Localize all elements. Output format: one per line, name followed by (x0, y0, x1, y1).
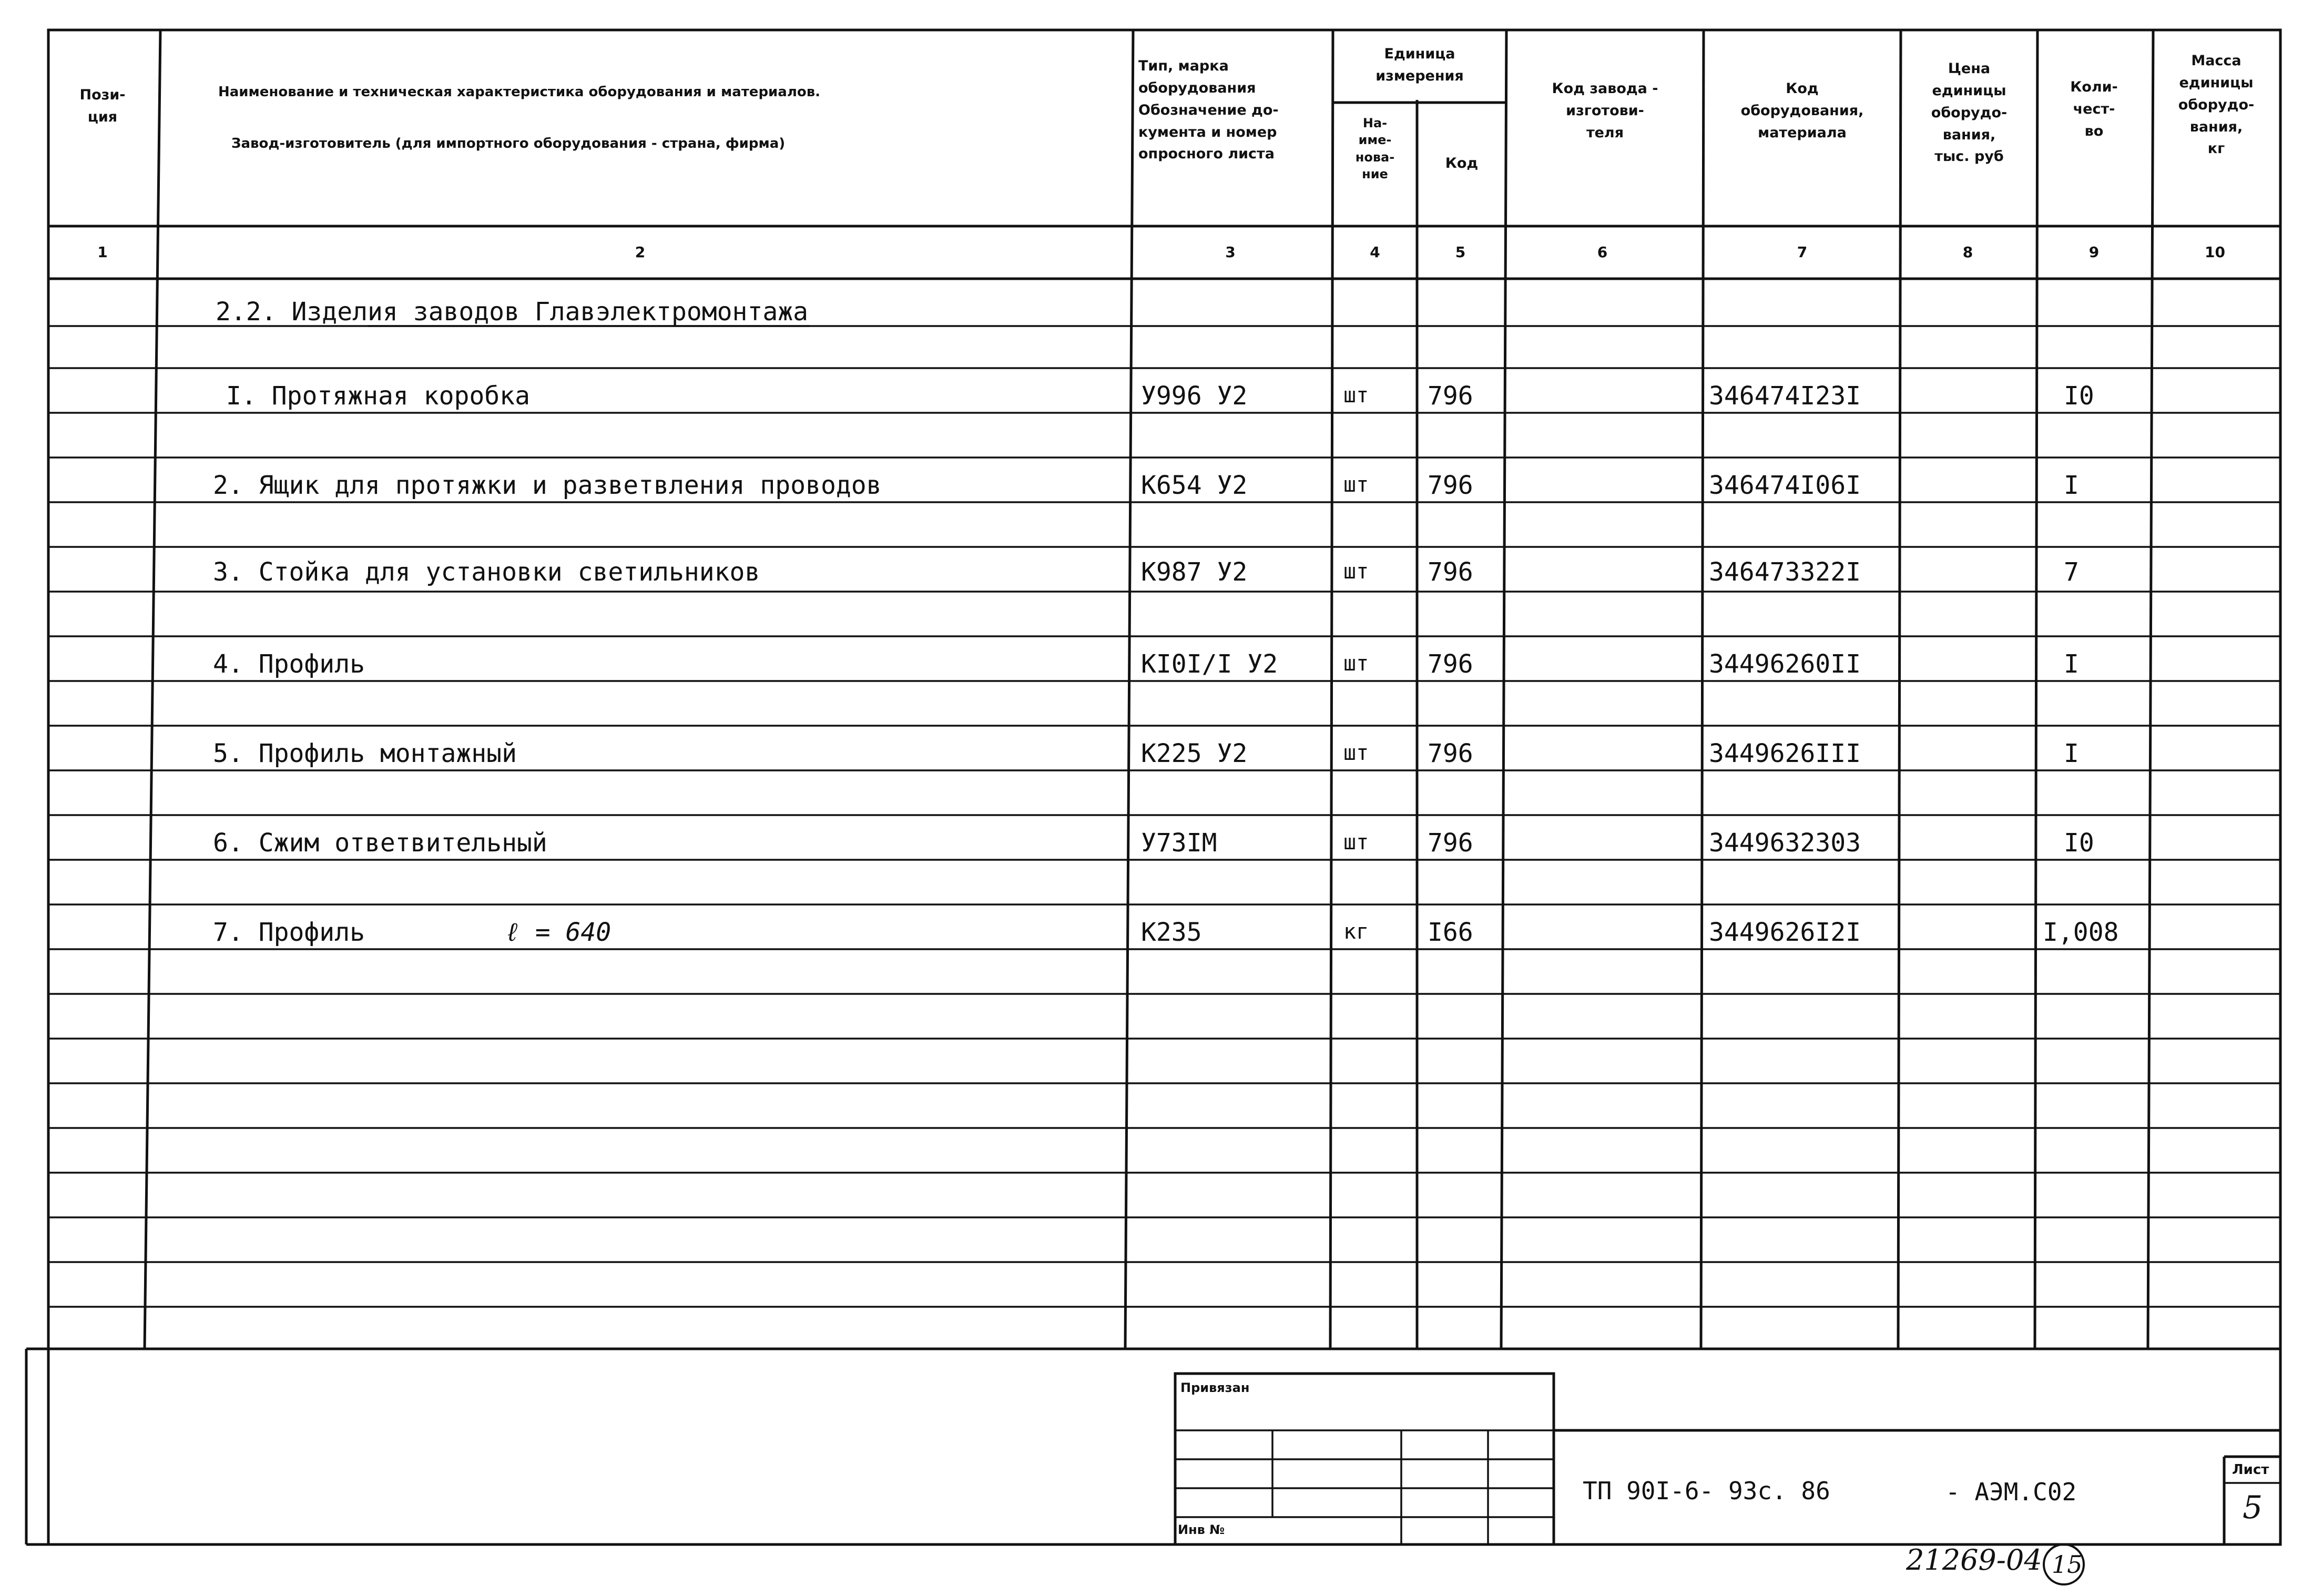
item-quantity: I (2064, 739, 2079, 768)
archive-circle-number: 15 (2052, 1550, 2083, 1579)
item-code: 3449626III (1709, 739, 1861, 768)
col-number-5: 5 (1455, 243, 1466, 261)
header-position: Пози- ция (79, 87, 126, 125)
col-number-10: 10 (2205, 243, 2225, 261)
item-code: 346474I06I (1709, 471, 1861, 500)
item-type: КI0I/I У2 (1141, 649, 1278, 679)
header-unit-code: Код (1445, 155, 1479, 171)
item-unit: шт (1343, 383, 1369, 408)
item-unit-code: 796 (1428, 557, 1473, 587)
item-length: ℓ = 640 (505, 918, 612, 947)
item-code: 3449626I2I (1709, 918, 1861, 947)
item-name: 7. Профиль (213, 918, 365, 947)
item-unit: шт (1343, 741, 1369, 765)
item-name: 2. Ящик для протяжки и разветвления проводов (213, 471, 882, 500)
item-unit: кг (1343, 920, 1369, 944)
col-number-1: 1 (97, 243, 108, 261)
header-price: Цена единицы оборудо- вания, тыс. руб (1931, 60, 2008, 165)
header-name-line1: Наименование и техническая характеристика оборудования и материалов. (218, 84, 821, 100)
header-quantity: Коли- чест- во (2070, 79, 2118, 139)
item-code: 3449632303 (1709, 828, 1861, 858)
header-type: Тип, марка оборудования Обозначение до- кумента и номер опросного листа (1138, 58, 1279, 162)
col-number-8: 8 (1962, 243, 1973, 261)
item-quantity: I0 (2064, 381, 2094, 411)
item-type: К225 У2 (1141, 739, 1248, 768)
item-quantity: I0 (2064, 828, 2094, 858)
header-unit: Единица измерения (1376, 46, 1464, 84)
archive-number: 21269-04 (1906, 1543, 2042, 1577)
sheet-label: Лист (2232, 1462, 2269, 1478)
item-unit: шт (1343, 830, 1369, 855)
item-name: 3. Стойка для установки светильников (213, 557, 760, 587)
item-unit-code: 796 (1428, 649, 1473, 679)
item-name: I. Протяжная коробка (226, 381, 530, 411)
header-mass: Масса единицы оборудо- вания, кг (2178, 53, 2255, 157)
stamp-inv-no: Инв № (1178, 1522, 1225, 1537)
item-type: К235 (1141, 918, 1202, 947)
col-number-2: 2 (635, 243, 646, 261)
sheet-number: 5 (2243, 1489, 2263, 1526)
col-number-4: 4 (1370, 243, 1380, 261)
item-name: 4. Профиль (213, 649, 365, 679)
item-code: 346474I23I (1709, 381, 1861, 411)
col-number-7: 7 (1797, 243, 1808, 261)
item-type: У996 У2 (1141, 381, 1248, 411)
item-unit-code: 796 (1428, 828, 1473, 858)
col-number-3: 3 (1225, 243, 1236, 261)
item-quantity: 7 (2064, 557, 2079, 587)
header-equipment-code: Код оборудования, материала (1740, 80, 1864, 141)
item-type: К987 У2 (1141, 557, 1248, 587)
item-type: К654 У2 (1141, 471, 1248, 500)
section-title: 2.2. Изделия заводов Главэлектромонтажа (216, 297, 809, 327)
item-quantity: I,008 (2043, 918, 2119, 947)
item-unit: шт (1343, 473, 1369, 497)
item-name: 6. Сжим ответвительный (213, 828, 547, 858)
doc-code: ТП 90I-6- 93с. 86 (1583, 1477, 1830, 1505)
item-code: 34496260II (1709, 649, 1861, 679)
item-unit: шт (1343, 652, 1369, 676)
item-name: 5. Профиль монтажный (213, 739, 517, 768)
col-number-9: 9 (2088, 243, 2100, 261)
item-type: У73IМ (1141, 828, 1217, 858)
header-manufacturer-code: Код завода - изготови- теля (1552, 80, 1658, 141)
header-unit-name: На- име- нова- ние (1355, 116, 1395, 182)
item-unit-code: 796 (1428, 471, 1473, 500)
doc-suffix: - АЭМ.С02 (1945, 1478, 2077, 1506)
item-unit: шт (1343, 560, 1369, 584)
header-name-line2: Завод-изготовитель (для импортного оборудования - страна, фирма) (231, 136, 786, 151)
item-quantity: I (2064, 649, 2079, 679)
item-code: 346473322I (1709, 557, 1861, 587)
item-unit-code: 796 (1428, 739, 1473, 768)
item-unit-code: 796 (1428, 381, 1473, 411)
item-quantity: I (2064, 471, 2079, 500)
stamp-privyazan: Привязан (1180, 1380, 1250, 1395)
item-unit-code: I66 (1428, 918, 1473, 947)
col-number-6: 6 (1597, 243, 1608, 261)
